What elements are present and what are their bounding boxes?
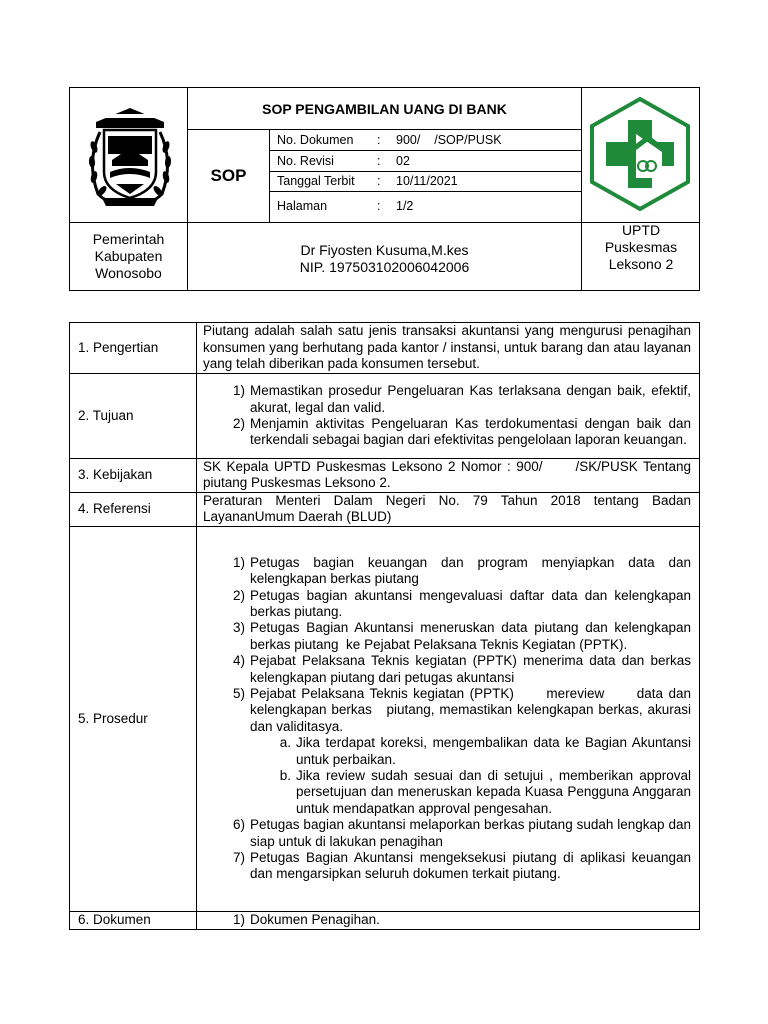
item-text: Dokumen Penagihan. <box>250 912 380 928</box>
item-number: 2) <box>232 587 245 603</box>
center-footer-signatory <box>188 242 581 276</box>
signatory-name: Dr Fiyosten Kusuma,M.kes <box>300 242 469 258</box>
document-title: SOP PENGAMBILAN UANG DI BANK <box>262 101 507 117</box>
item-number: b. <box>279 768 291 784</box>
footer-line: Pemerintah <box>92 231 165 247</box>
item-text: Petugas bagian akuntansi mengevaluasi daftar data dan kelengkapan berkas piutang. <box>250 587 691 619</box>
referensi-text: Peraturan Menteri Dalam Negeri No. 79 Tahun 2018 tentang Badan LayananUmum Daerah (BLUD) <box>203 492 691 525</box>
list-subitem <box>203 768 691 817</box>
section-label: 3. Kebijakan <box>70 459 197 493</box>
item-number: 2) <box>232 416 245 431</box>
kebijakan-text: SK Kepala UPTD Puskesmas Leksono 2 Nomor : 900/ /SK/PUSK Tentang piutang Puskesmas Leksono 2. <box>203 459 695 491</box>
left-footer-pemerintah <box>70 231 187 282</box>
meta-label: No. Dokumen <box>277 133 354 147</box>
table-row-tujuan <box>70 374 700 459</box>
meta-sep: : <box>377 199 381 213</box>
list-item <box>203 850 691 883</box>
section-content <box>197 374 700 459</box>
meta-label: No. Revisi <box>277 154 334 168</box>
list-item <box>203 912 691 928</box>
item-text: Petugas bagian keuangan dan program menyiapkan data dan kelengkapan berkas piutang <box>250 554 691 587</box>
item-text: Pejabat Pelaksana Teknis kegiatan (PPTK) menerima data dan berkas kelengkapan piutang dari petugas akuntansi <box>250 653 691 685</box>
section-label: 1. Pengertian <box>70 323 197 374</box>
list-item <box>203 588 691 621</box>
footer-line: Leksono 2 <box>608 256 674 272</box>
table-row-dokumen <box>70 911 700 929</box>
list-item <box>203 653 691 686</box>
puskesmas-logo <box>588 96 692 212</box>
item-number: 4) <box>232 653 245 669</box>
item-text: Memastikan prosedur Pengeluaran Kas terlaksana dengan baik, efektif, akurat, legal dan valid. <box>250 383 691 415</box>
item-number: 1) <box>232 383 245 399</box>
list-item <box>203 620 695 653</box>
section-label: 5. Prosedur <box>70 526 197 911</box>
dokumen-list <box>203 912 691 928</box>
list-item <box>203 817 691 850</box>
item-text: Jika review sudah sesuai dan di setujui , memberikan approval persetujuan dan meneruskan kepada Kuasa Pengguna Anggaran untuk mendapatkan approval pengesahan. <box>296 768 691 816</box>
right-footer-uptd <box>582 222 700 273</box>
meta-sep: : <box>377 133 381 147</box>
list-item <box>203 555 691 588</box>
table-row-prosedur <box>70 526 700 911</box>
sop-label: SOP <box>210 166 247 185</box>
footer-line: Wonosobo <box>95 265 162 281</box>
meta-value: 900/ /SOP/PUSK <box>396 133 502 147</box>
item-text: Jika terdapat koreksi, mengembalikan data ke Bagian Akuntansi untuk perbaikan. <box>296 735 691 767</box>
item-number: 1) <box>232 554 245 570</box>
table-row-referensi <box>70 492 700 526</box>
item-text: Petugas bagian akuntansi melaporkan berkas piutang sudah lengkap dan siap untuk di lakukan penagihan <box>250 817 691 849</box>
section-content <box>197 459 700 493</box>
tujuan-list <box>203 383 691 449</box>
meta-label: Halaman <box>277 199 328 213</box>
item-number: 1) <box>232 912 245 928</box>
item-text: Pejabat Pelaksana Teknis kegiatan (PPTK) mereview data dan kelengkapan berkas piutang, memastikan kelengkapan berkas, akurasi dan validitasya. <box>250 686 695 734</box>
signatory-nip: NIP. 197503102006042006 <box>299 259 470 275</box>
sop-content-table <box>69 322 700 930</box>
meta-sep: : <box>377 174 381 188</box>
list-item <box>203 383 691 416</box>
meta-value: 02 <box>396 154 410 168</box>
item-text: Petugas Bagian Akuntansi meneruskan data piutang dan kelengkapan berkas piutang ke Pejabat Pelaksana Teknis Kegiatan (PPTK). <box>250 620 695 652</box>
item-number: 3) <box>232 620 245 636</box>
section-content <box>197 492 700 526</box>
item-number: a. <box>279 735 291 751</box>
list-item <box>203 416 691 449</box>
item-number: 5) <box>232 686 245 701</box>
footer-line: UPTD <box>621 222 661 238</box>
meta-value: 10/11/2021 <box>396 174 458 188</box>
section-content <box>197 526 700 911</box>
item-number: 6) <box>232 817 245 833</box>
meta-value: 1/2 <box>396 199 414 213</box>
wonosobo-crest-logo <box>82 102 178 212</box>
table-row-pengertian <box>70 323 700 374</box>
section-label: 2. Tujuan <box>70 374 197 459</box>
section-label: 6. Dokumen <box>70 911 197 929</box>
meta-sep: : <box>377 154 381 168</box>
table-row-kebijakan <box>70 459 700 493</box>
footer-line: Kabupaten <box>94 248 163 264</box>
item-text: Petugas Bagian Akuntansi mengeksekusi piutang di aplikasi keuangan dan mengarsipkan seluruh dokumen terkait piutang. <box>250 850 691 882</box>
list-subitem <box>203 735 691 768</box>
section-content <box>197 323 700 374</box>
prosedur-list <box>203 554 695 883</box>
section-content <box>197 911 700 929</box>
item-text: Menjamin aktivitas Pengeluaran Kas terdokumentasi dengan baik dan terkendali sebagai bagian dari efektivitas pengelolaan laporan keuangan. <box>250 416 691 448</box>
sop-header <box>69 87 700 291</box>
pengertian-text: Piutang adalah salah satu jenis transaksi akuntansi yang mengurusi penagihan konsumen yang berhutang pada kantor / instansi, untuk barang dan atau layanan yang telah diberikan pada konsumen tersebut. <box>203 323 691 372</box>
list-item <box>203 686 695 735</box>
footer-line: Puskesmas <box>604 239 678 255</box>
section-label: 4. Referensi <box>70 492 197 526</box>
meta-label: Tanggal Terbit <box>277 174 355 188</box>
item-number: 7) <box>232 850 245 866</box>
